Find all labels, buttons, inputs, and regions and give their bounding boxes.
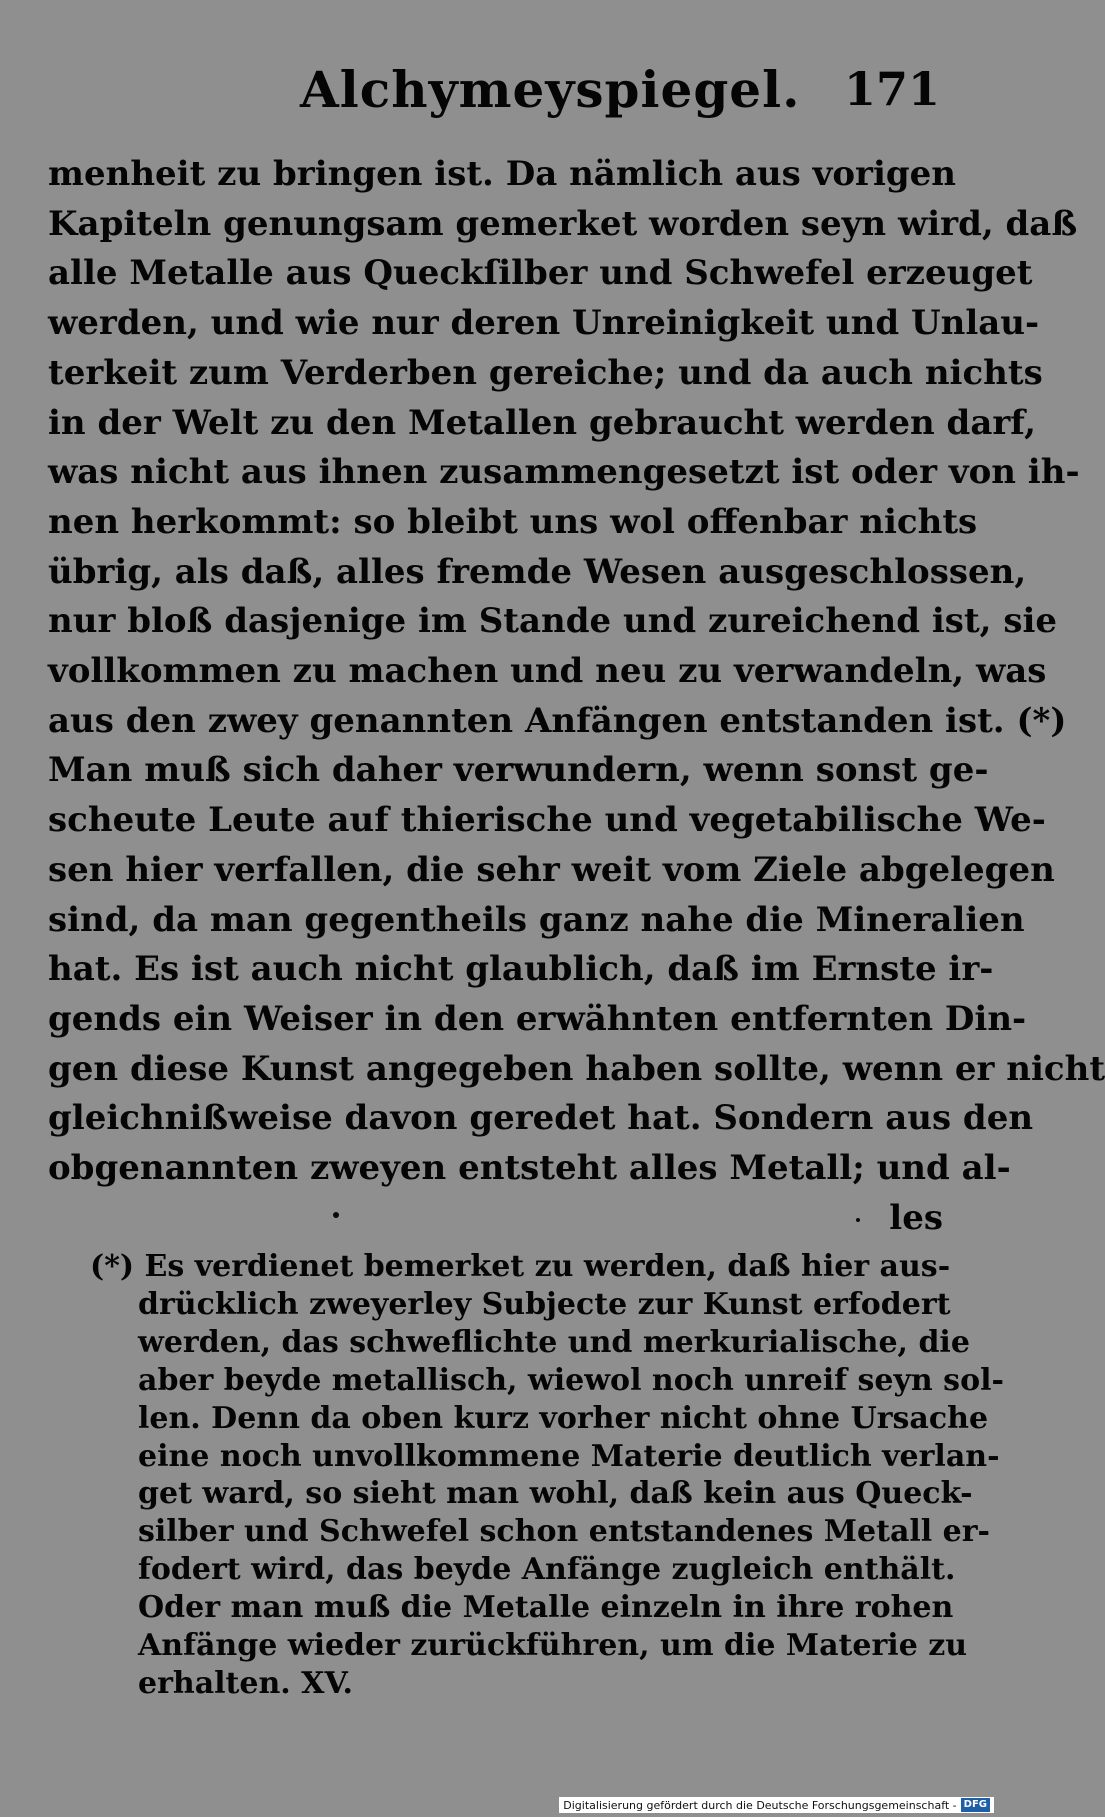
footnote-line: Anfänge wieder zurückführen, um die Materie zu	[138, 1628, 968, 1664]
main-text	[48, 150, 1105, 1243]
text-line: was nicht aus ihnen zusammengesetzt ist oder von ih-	[48, 452, 1080, 493]
footnote-line: len. Denn da oben kurz vorher nicht ohne Ursache	[138, 1400, 989, 1436]
text-line: werden, und wie nur deren Unreinigkeit und Unlau-	[48, 303, 1040, 344]
text-line: sen hier verfallen, die sehr weit vom Ziele abgelegen	[48, 849, 1055, 890]
text-line: aus den zwey genannten Anfängen entstanden ist. (*)	[48, 700, 1067, 741]
text-line: gends ein Weiser in den erwähnten entfernten Din-	[48, 998, 1027, 1039]
footnote-line: werden, das schweflichte und merkurialische, die	[138, 1324, 970, 1360]
footnote-line: aber beyde metallisch, wiewol noch unreif seyn sol-	[138, 1362, 1004, 1398]
text-line: Man muß sich daher verwundern, wenn sonst ge-	[48, 750, 989, 791]
digitization-credit	[559, 1797, 994, 1813]
footnote-line: silber und Schwefel schon entstandenes Metall er-	[138, 1514, 990, 1550]
footnote-line: drücklich zweyerley Subjecte zur Kunst erfodert	[138, 1286, 951, 1322]
text-line: hat. Es ist auch nicht glaublich, daß im Ernste ir-	[48, 949, 994, 990]
text-line: nen herkommt: so bleibt uns wol offenbar nichts	[48, 501, 978, 542]
dfg-logo: DFG	[961, 1798, 990, 1812]
footnote	[90, 1248, 1004, 1703]
text-line: menheit zu bringen ist. Da nämlich aus vorigen	[48, 154, 957, 194]
text-line: terkeit zum Verderben gereiche; und da auch nichts	[48, 352, 1043, 393]
text-line: gleichnißweise davon geredet hat. Sondern aus den	[48, 1098, 1034, 1139]
text-line: sind, da man gegentheils ganz nahe die Mineralien	[48, 899, 1025, 940]
text-line: in der Welt zu den Metallen gebraucht werden darf,	[48, 402, 1036, 443]
footnote-line: get ward, so sieht man wohl, daß kein aus Queck-	[138, 1476, 973, 1512]
ink-speck	[856, 1218, 860, 1222]
footnote-line: fodert wird, das beyde Anfänge zugleich enthält.	[138, 1552, 956, 1588]
text-line: gen diese Kunst angegeben haben sollte, wenn er nicht	[48, 1048, 1105, 1089]
page-number: 171	[843, 62, 940, 116]
footnote-line: (*) Es verdienet bemerket zu werden, daß hier aus-	[90, 1249, 951, 1284]
footnote-line: erhalten. XV.	[138, 1665, 353, 1701]
text-line: vollkommen zu machen und neu zu verwandeln, was	[48, 651, 1047, 692]
text-line: obgenannten zweyen entsteht alles Metall; und al-	[48, 1148, 1011, 1189]
page-header	[290, 60, 940, 130]
text-line: scheute Leute auf thierische und vegetabilische We-	[48, 800, 1046, 841]
catchword: les	[889, 1197, 943, 1238]
text-line: Kapiteln genungsam gemerket worden seyn wird, daß	[48, 203, 1078, 244]
footnote-line: eine noch unvollkommene Materie deutlich verlan-	[138, 1438, 1000, 1474]
running-title: Alchymeyspiegel.	[300, 60, 801, 119]
text-line: alle Metalle aus Queckſilber und Schwefel erzeuget	[48, 253, 1033, 294]
credit-text: Digitalisierung gefördert durch die Deutsche Forschungsgemeinschaft -	[563, 1798, 957, 1812]
text-line: nur bloß dasjenige im Stande und zureichend ist, sie	[48, 601, 1058, 642]
footnote-line: Oder man muß die Metalle einzeln in ihre rohen	[138, 1590, 954, 1626]
text-line: übrig, als daß, alles fremde Wesen ausgeschlossen,	[48, 551, 1027, 592]
ink-speck	[333, 1212, 339, 1218]
